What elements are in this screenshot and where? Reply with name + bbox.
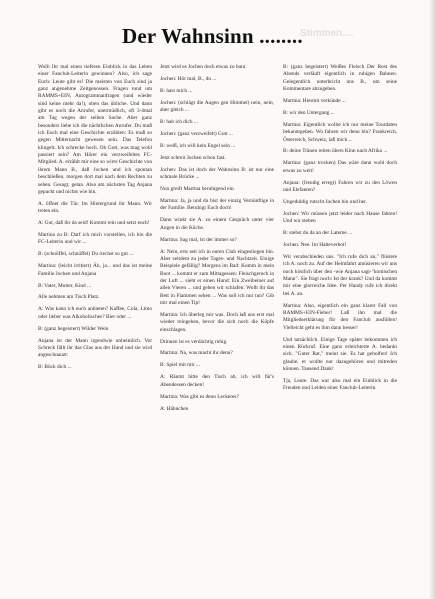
paragraph: B: (ganz begeistert) Wilder Wein [38, 325, 109, 332]
paragraph: Alle nehmen am Tisch Platz. [38, 294, 100, 301]
paragraph: B: Bück dich ... [38, 364, 72, 371]
paragraph: Drinnen ist es verdächtig ruhig. [160, 338, 228, 345]
text-column-1 [38, 64, 152, 594]
paragraph: Dann winkt sie A. zu einem Gespräch unter vier Augen in die Küche. [160, 217, 274, 231]
paragraph: Anjana ist der Mann irgendwie unheimlich. Vor Schreck fällt ihr das Glas aus der Hand und sie wird angeschnauzt: [38, 337, 152, 359]
paragraph: B: Vater, Mutter, Kind ... [38, 282, 92, 289]
paragraph: Jochen: Nee. Im Halteverbot! [283, 242, 347, 249]
paragraph: Martina: Eigentlich wollte ich nur meine Tourdaten bekanntgeben. Wo fahren wir denn hin? Frankreich, Österreich, Schweiz, laß mich ... [283, 121, 397, 143]
paragraph: Jetzt schreit Jochen schon fast. [160, 154, 226, 161]
paragraph: B: (ganz begeistert) Weißes Fleisch Der Rest des Abends verläuft eigentlich in ruhigen Bahnen. Gelegentlich unterbricht uns B., um seine Kommentare abzugeben. [283, 64, 397, 93]
paragraph: Martina: Ich überleg mir was. Doch laß uns erst mal wieder reingehen, bevor die sich noch die Köpfe einschlagen. [160, 311, 274, 333]
paragraph: Und tatsächlich. Einige Tage später bekommen ich einen Rückruf. Eine ganz erleichterte A. bedankt sich. "Guter Rat," meint sie. Es hat geholfen! Ich glaube, er wollte nur dazugehören und mitreden können. Tausend Dank! [283, 336, 397, 373]
paragraph: B: stehst du da an der Laterne ... [283, 230, 353, 237]
paragraph: Wir verabschieden uns. "Ich rufe dich an," flüstere ich A. noch zu. Auf der Heimfahrt amüsieren wir uns noch köstlich über den -wie Anjana sagt-"komischen Mann". Sie fragt noch: Ist der krank? Und da kommt mir eine glorreiche Idee. Per Handy rufe ich direkt bei A. an. [283, 254, 397, 297]
paragraph: B: hab ich dich ... [160, 119, 198, 126]
paragraph: A. öffnet die Tür. Im Hintergrund ihr Mann. Wir treten ein. [38, 200, 152, 215]
paragraph: A: Was kann ich euch anbieten? Kaffee, Cola, Limo oder lieber was Alkoholisches? Bier oder ... [38, 306, 152, 320]
paragraph: Martina: Was gibt es denn Leckeres? [160, 393, 239, 400]
paragraph: Jochen: Wir müssen jetzt leider nach Hause fahren! Und wir steben [283, 210, 397, 225]
paragraph: Martina: (leicht irritiert) Äh, ja... und das ist meine Familie Jochen und Anjana [38, 263, 152, 277]
paragraph: B: weiß, ich will kein Engel sein ... [160, 142, 236, 149]
paragraph: Tja, Leute. Das war also mal ein Einblick in die Freuden und Leiden einer Fanclub-Leiterin. [283, 378, 397, 392]
paragraph: Martina: Ja, ja und du bist der einzig Vernünftige in der Familie. Beruhigt Euch doch! [160, 198, 274, 212]
paragraph: Jetzt wird es Jochen doch etwas zu bunt. [160, 64, 247, 70]
paragraph: Jochen: Das ist doch der Wahnsinn B: ist nur eine schmale Brücke ... [160, 166, 274, 181]
paragraph: B: wir den Untergang ... [283, 109, 335, 116]
paragraph: B: (schnüffel, schnüffel) Du riechst so gut ... [38, 251, 134, 258]
paragraph: Martina: Hiermit verkünde ... [283, 97, 346, 104]
paragraph: Nun greift Martina beruhigend ein. [160, 186, 235, 193]
text-column-3 [283, 64, 397, 594]
paragraph: Martina: Sag mal, ist der immer so? [160, 236, 237, 243]
paragraph: A: Gut, daß ihr da seid! Kommt rein und setzt euch! [38, 220, 150, 227]
paragraph: Martina zu B: Darf ich mich vorstellen, ich bin die FC-Leiterin und wir ... [38, 232, 152, 246]
paragraph: B: hast mich ... [160, 87, 193, 94]
paragraph: Ungeduldig rutscht Jochen hin und her. [283, 198, 368, 205]
page-edge [430, 0, 436, 599]
paragraph: B: deine Tränen reiten übers Kinn nach Afrika ... [283, 148, 388, 155]
paragraph: Martina: (ganz trocken) Das wäre dann wohl doch etwas zu weit! [283, 160, 397, 174]
paragraph: Wolli Ihr mal einen tieferen Einblick in das Leben einer Fanclub-Leiterin gewinnen? Also, ich sage Euch: Leute gibt es! Die meisten von Euch sind ja ganz angenehme Zeitgenossen. Fragen rund um RAMMS+EIN, Autogrammanfragen (und wieder sind keine mehr da!), oben das übliche. Und dann gibt es noch die Anrufer, unermüdlich, oft 3-4mal am Tag wegen der selben Sache. Aber ganz besonders liebe ich die nächtlichen Anrufer. Du muß ich Euch mal eine Geschichte erzählen: Es muß so gegen Mitternacht gewesen sein. Das Telefon klingelt. Ich schrecke hoch. Oh Gott, was mag wohl passiert sein? Am Hörer ein verzweifeltes FC-Mitglied. A. erzählt mir eine so wirre Geschichte von ihrem Mann B., daß Jochen und ich spontan beschließen, morgen dort mal nach dem Rechten zu sehen. Gesagt, getan. Also am nächsten Tag Anjana gepackt und nichts wie hin. [38, 64, 152, 195]
paragraph: A: Hähnchen [160, 405, 189, 412]
paragraph: A: Räumt bitte den Tisch ab, ich will für's Abendessen decken! [160, 374, 274, 388]
paragraph: A: Nein, erst seit ich in euren Club eingestiegen bin. Aber seitdem zu jeder Tages- und Nachtzeit. Einige Beispiele gefällig? Morgens im Bad: Komm in mein Boot ... kommt er zum Mittagessen: Fleischgeruch in der Luft ... sieht er einen Hund: Ein Zweibeiner auf allen Vieren ... und gehen wir schlafen: Wollt ihr das Bett in Flammen sehen ... Was soll ich nur tun? Gib mir mal einen Tip! [160, 248, 274, 306]
bleed-through-text: Stimmen.... [300, 28, 354, 39]
paragraph: Anjana: (freudig erregt) Fahren wir zu den Löwen und Elefanten? [283, 179, 397, 194]
article-title: Der Wahnsinn ........ [122, 24, 303, 48]
paragraph: Jochen: Hör mal, B., du ... [160, 75, 217, 82]
paragraph: Martina: Na, was macht ihr denn? [160, 350, 233, 357]
paragraph: B: Spiel mit mir ... [160, 362, 200, 369]
paragraph: Martina: Also, eigentlich ein ganz klarer Fall von RAMMS+EIN-Fieber! Laß ihn mal die Mitgliedserklärung für den Fanclub ausfüllen! Vielleicht geht es ihm dann besser! [283, 302, 397, 331]
paragraph: Jochen: (ganz verzweifelt) Gott ... [160, 131, 233, 138]
paragraph: Jochen: (schlägt die Augen gen Himmel) nein, nein, aber gleich ... [160, 99, 274, 114]
text-column-2 [160, 64, 274, 594]
